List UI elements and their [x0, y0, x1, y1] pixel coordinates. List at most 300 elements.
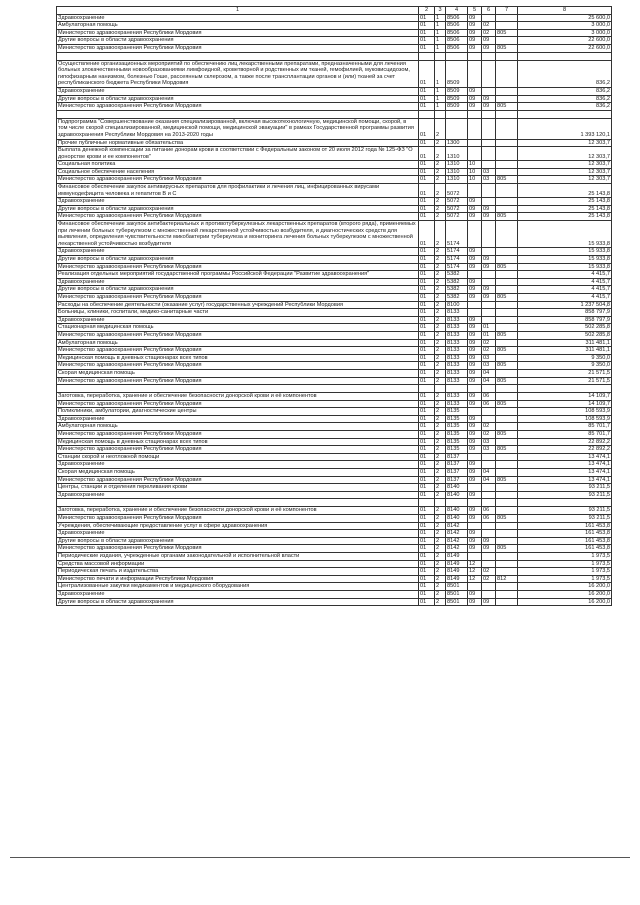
table-row — [57, 431, 612, 439]
chapter-cell: 10 — [468, 161, 482, 169]
item-name-cell: Стационарная медицинская помощь — [57, 324, 419, 332]
item-name-cell — [57, 110, 419, 118]
amount-cell: 3 000,0 — [518, 29, 612, 37]
section-cell: 01 — [419, 568, 435, 576]
ministry-cell — [496, 147, 518, 161]
section-cell: 01 — [419, 256, 435, 264]
subsection-cell: 1 — [435, 37, 446, 45]
target-item-cell: 8135 — [446, 446, 468, 454]
target-item-cell: 5382 — [446, 278, 468, 286]
item-name-cell — [57, 52, 419, 60]
table-row — [57, 476, 612, 484]
item-name-cell: Заготовка, переработка, хранение и обеспечение безопасности донорской крови и её компонентов — [57, 393, 419, 401]
item-name-cell: Амбулаторная помощь — [57, 22, 419, 30]
ministry-cell — [496, 408, 518, 416]
amount-cell: 13 474,1 — [518, 469, 612, 477]
subchapter-cell: 02 — [482, 568, 496, 576]
chapter-cell: 09 — [468, 476, 482, 484]
chapter-cell — [468, 301, 482, 309]
chapter-cell — [468, 499, 482, 507]
subsection-cell: 2 — [435, 484, 446, 492]
subchapter-cell: 03 — [482, 362, 496, 370]
table-row — [57, 87, 612, 95]
amount-cell: 16 200,0 — [518, 590, 612, 598]
chapter-cell — [468, 139, 482, 147]
target-item-cell: 8142 — [446, 530, 468, 538]
subchapter-cell: 04 — [482, 469, 496, 477]
subchapter-cell — [482, 221, 496, 248]
chapter-cell: 09 — [468, 331, 482, 339]
subchapter-cell — [482, 583, 496, 591]
item-name-cell: Здравоохранение — [57, 461, 419, 469]
chapter-cell — [468, 583, 482, 591]
ministry-cell — [496, 590, 518, 598]
subsection-cell: 2 — [435, 423, 446, 431]
subsection-cell: 2 — [435, 446, 446, 454]
ministry-cell: 805 — [496, 347, 518, 355]
subchapter-cell — [482, 271, 496, 279]
chapter-cell: 12 — [468, 575, 482, 583]
amount-cell: 25 143,8 — [518, 198, 612, 206]
table-row — [57, 469, 612, 477]
section-cell: 01 — [419, 575, 435, 583]
target-item-cell: 8133 — [446, 339, 468, 347]
section-cell: 01 — [419, 537, 435, 545]
subsection-cell: 2 — [435, 530, 446, 538]
ministry-cell — [496, 22, 518, 30]
header-cell: 4 — [446, 7, 468, 15]
target-item-cell: 8501 — [446, 583, 468, 591]
target-item-cell: 5072 — [446, 213, 468, 221]
chapter-cell: 09 — [468, 22, 482, 30]
subchapter-cell: 02 — [482, 423, 496, 431]
table-row — [57, 369, 612, 377]
subsection-cell: 2 — [435, 575, 446, 583]
target-item-cell: 8140 — [446, 507, 468, 515]
subsection-cell: 2 — [435, 331, 446, 339]
table-row — [57, 537, 612, 545]
chapter-cell: 09 — [468, 545, 482, 553]
subsection-cell: 2 — [435, 415, 446, 423]
ministry-cell: 805 — [496, 293, 518, 301]
subchapter-cell — [482, 385, 496, 393]
item-name-cell: Центры, станции и отделения переливания крови — [57, 484, 419, 492]
item-name-cell: Здравоохранение — [57, 198, 419, 206]
item-name-cell: Другие вопросы в области здравоохранения — [57, 286, 419, 294]
table-row — [57, 453, 612, 461]
chapter-cell — [468, 309, 482, 317]
table-row — [57, 118, 612, 139]
target-item-cell: 8133 — [446, 324, 468, 332]
ministry-cell — [496, 60, 518, 87]
target-item-cell — [446, 118, 468, 139]
table-row — [57, 515, 612, 523]
subchapter-cell: 09 — [482, 263, 496, 271]
item-name-cell: Медицинская помощь в дневных стационарах всех типов — [57, 354, 419, 362]
amount-cell: 12 303,7 — [518, 161, 612, 169]
target-item-cell: 1300 — [446, 139, 468, 147]
item-name-cell: Медицинская помощь в дневных стационарах всех типов — [57, 438, 419, 446]
chapter-cell — [468, 453, 482, 461]
section-cell — [419, 499, 435, 507]
amount-cell: 4 415,7 — [518, 293, 612, 301]
ministry-cell: 805 — [496, 476, 518, 484]
amount-cell: 16 200,0 — [518, 598, 612, 606]
table-row — [57, 198, 612, 206]
chapter-cell: 09 — [468, 400, 482, 408]
amount-cell: 93 211,5 — [518, 515, 612, 523]
target-item-cell — [446, 385, 468, 393]
item-name-cell: Амбулаторная помощь — [57, 423, 419, 431]
ministry-cell — [496, 339, 518, 347]
ministry-cell — [496, 484, 518, 492]
target-item-cell: 8133 — [446, 354, 468, 362]
section-cell: 01 — [419, 29, 435, 37]
subsection-cell: 2 — [435, 354, 446, 362]
subchapter-cell: 02 — [482, 347, 496, 355]
ministry-cell: 805 — [496, 44, 518, 52]
subsection-cell: 2 — [435, 347, 446, 355]
subsection-cell: 2 — [435, 118, 446, 139]
amount-cell: 161 453,8 — [518, 530, 612, 538]
section-cell — [419, 385, 435, 393]
subchapter-cell: 06 — [482, 515, 496, 523]
subsection-cell: 2 — [435, 598, 446, 606]
subchapter-cell: 09 — [482, 213, 496, 221]
section-cell: 01 — [419, 60, 435, 87]
item-name-cell: Здравоохранение — [57, 278, 419, 286]
header-cell: 1 — [57, 7, 419, 15]
table-row — [57, 221, 612, 248]
subsection-cell: 2 — [435, 515, 446, 523]
target-item-cell: 8506 — [446, 22, 468, 30]
ministry-cell — [496, 221, 518, 248]
subsection-cell: 2 — [435, 552, 446, 560]
subsection-cell: 1 — [435, 103, 446, 111]
table-row — [57, 568, 612, 576]
amount-cell: 4 415,7 — [518, 271, 612, 279]
table-row — [57, 103, 612, 111]
target-item-cell: 8149 — [446, 568, 468, 576]
item-name-cell: Поликлиники, амбулатории, диагностические центры — [57, 408, 419, 416]
amount-cell: 836,2 — [518, 87, 612, 95]
table-row — [57, 575, 612, 583]
budget-table — [56, 6, 612, 606]
page-bottom-rule — [10, 857, 630, 858]
table-row — [57, 147, 612, 161]
item-name-cell: Социальное обеспечение населения — [57, 168, 419, 176]
subchapter-cell: 06 — [482, 393, 496, 401]
target-item-cell: 5174 — [446, 248, 468, 256]
amount-cell: 1 393 120,1 — [518, 118, 612, 139]
subchapter-cell — [482, 139, 496, 147]
subsection-cell: 2 — [435, 309, 446, 317]
section-cell: 01 — [419, 271, 435, 279]
table-row — [57, 484, 612, 492]
amount-cell — [518, 385, 612, 393]
target-item-cell: 8135 — [446, 423, 468, 431]
subchapter-cell — [482, 453, 496, 461]
chapter-cell — [468, 552, 482, 560]
item-name-cell: Периодические издания, учрежденные органами законодательной и исполнительной власти — [57, 552, 419, 560]
subchapter-cell: 03 — [482, 354, 496, 362]
subchapter-cell — [482, 408, 496, 416]
section-cell: 01 — [419, 339, 435, 347]
item-name-cell: Амбулаторная помощь — [57, 339, 419, 347]
target-item-cell: 8142 — [446, 522, 468, 530]
table-row — [57, 354, 612, 362]
target-item-cell: 8133 — [446, 347, 468, 355]
table-row — [57, 29, 612, 37]
subchapter-cell: 02 — [482, 575, 496, 583]
table-row — [57, 560, 612, 568]
item-name-cell: Министерство здравоохранения Республики Мордовия — [57, 213, 419, 221]
target-item-cell: 8133 — [446, 362, 468, 370]
section-cell: 01 — [419, 362, 435, 370]
section-cell: 01 — [419, 354, 435, 362]
ministry-cell — [496, 560, 518, 568]
ministry-cell — [496, 198, 518, 206]
section-cell: 01 — [419, 198, 435, 206]
section-cell: 01 — [419, 469, 435, 477]
chapter-cell: 09 — [468, 293, 482, 301]
chapter-cell: 09 — [468, 29, 482, 37]
section-cell: 01 — [419, 44, 435, 52]
subchapter-cell: 09 — [482, 205, 496, 213]
amount-cell: 15 933,8 — [518, 256, 612, 264]
ministry-cell — [496, 469, 518, 477]
target-item-cell: 8149 — [446, 560, 468, 568]
amount-cell: 502 285,8 — [518, 331, 612, 339]
table-row — [57, 530, 612, 538]
chapter-cell: 09 — [468, 205, 482, 213]
section-cell — [419, 52, 435, 60]
target-item-cell: 5072 — [446, 184, 468, 198]
section-cell: 01 — [419, 369, 435, 377]
chapter-cell: 09 — [468, 362, 482, 370]
subchapter-cell — [482, 552, 496, 560]
item-name-cell: Другие вопросы в области здравоохранения — [57, 95, 419, 103]
subchapter-cell: 04 — [482, 369, 496, 377]
chapter-cell: 09 — [468, 248, 482, 256]
chapter-cell — [468, 221, 482, 248]
item-name-cell: Социальная политика — [57, 161, 419, 169]
item-name-cell: Выплата денежной компенсации за питание донорам крови в соответствии с Федеральным законом от 20 июля 2012 года № 125-ФЗ "О донорстве крови и ее компонентов" — [57, 147, 419, 161]
subsection-cell: 2 — [435, 256, 446, 264]
item-name-cell: Министерство здравоохранения Республики Мордовия — [57, 377, 419, 385]
chapter-cell — [468, 52, 482, 60]
table-row — [57, 213, 612, 221]
target-item-cell: 8506 — [446, 37, 468, 45]
table-row — [57, 446, 612, 454]
chapter-cell: 09 — [468, 537, 482, 545]
chapter-cell: 09 — [468, 339, 482, 347]
target-item-cell: 1310 — [446, 147, 468, 161]
table-row — [57, 491, 612, 499]
item-name-cell: Больницы, клиники, госпитали, медико-санитарные части — [57, 309, 419, 317]
table-row — [57, 507, 612, 515]
amount-cell: 836,2 — [518, 95, 612, 103]
header-cell: 3 — [435, 7, 446, 15]
item-name-cell: Министерство здравоохранения Республики Мордовия — [57, 293, 419, 301]
item-name-cell: Централизованные закупки медикаментов и медицинского оборудования — [57, 583, 419, 591]
section-cell: 01 — [419, 221, 435, 248]
target-item-cell: 8133 — [446, 309, 468, 317]
table-row — [57, 248, 612, 256]
amount-cell: 25 143,8 — [518, 205, 612, 213]
table-row — [57, 415, 612, 423]
section-cell: 01 — [419, 431, 435, 439]
subsection-cell: 1 — [435, 22, 446, 30]
chapter-cell: 09 — [468, 354, 482, 362]
ministry-cell: 805 — [496, 331, 518, 339]
section-cell: 01 — [419, 393, 435, 401]
target-item-cell: 8137 — [446, 461, 468, 469]
chapter-cell: 09 — [468, 507, 482, 515]
section-cell: 01 — [419, 552, 435, 560]
subsection-cell: 2 — [435, 400, 446, 408]
target-item-cell: 1310 — [446, 161, 468, 169]
item-name-cell: Заготовка, переработка, хранение и обеспечение безопасности донорской крови и её компонентов — [57, 507, 419, 515]
ministry-cell: 805 — [496, 431, 518, 439]
amount-cell: 14 109,7 — [518, 400, 612, 408]
chapter-cell: 09 — [468, 263, 482, 271]
item-name-cell: Станции скорой и неотложной помощи — [57, 453, 419, 461]
item-name-cell — [57, 499, 419, 507]
item-name-cell: Министерство здравоохранения Республики Мордовия — [57, 400, 419, 408]
target-item-cell: 8133 — [446, 393, 468, 401]
subchapter-cell — [482, 491, 496, 499]
target-item-cell: 8133 — [446, 400, 468, 408]
amount-cell: 858 797,9 — [518, 316, 612, 324]
subsection-cell — [435, 385, 446, 393]
target-item-cell: 8140 — [446, 484, 468, 492]
subchapter-cell — [482, 530, 496, 538]
subsection-cell: 1 — [435, 60, 446, 87]
table-row — [57, 205, 612, 213]
subchapter-cell: 09 — [482, 95, 496, 103]
section-cell: 01 — [419, 484, 435, 492]
table-row — [57, 286, 612, 294]
amount-cell: 4 415,7 — [518, 278, 612, 286]
subsection-cell: 2 — [435, 507, 446, 515]
section-cell: 01 — [419, 347, 435, 355]
amount-cell: 21 571,5 — [518, 377, 612, 385]
table-row — [57, 400, 612, 408]
ministry-cell — [496, 598, 518, 606]
subsection-cell: 2 — [435, 168, 446, 176]
chapter-cell — [468, 522, 482, 530]
chapter-cell: 09 — [468, 438, 482, 446]
item-name-cell: Здравоохранение — [57, 248, 419, 256]
ministry-cell: 805 — [496, 263, 518, 271]
subchapter-cell — [482, 248, 496, 256]
spacer-row — [57, 52, 612, 60]
item-name-cell: Министерство здравоохранения Республики Мордовия — [57, 362, 419, 370]
subchapter-cell — [482, 60, 496, 87]
item-name-cell: Расходы на обеспечение деятельности (оказание услуг) государственных учреждений Республики Мордовия — [57, 301, 419, 309]
chapter-cell: 09 — [468, 256, 482, 264]
subchapter-cell — [482, 560, 496, 568]
section-cell: 01 — [419, 87, 435, 95]
ministry-cell — [496, 256, 518, 264]
chapter-cell: 12 — [468, 560, 482, 568]
chapter-cell — [468, 408, 482, 416]
section-cell: 01 — [419, 248, 435, 256]
section-cell: 01 — [419, 598, 435, 606]
ministry-cell — [496, 369, 518, 377]
ministry-cell: 805 — [496, 103, 518, 111]
table-row — [57, 347, 612, 355]
item-name-cell: Здравоохранение — [57, 530, 419, 538]
amount-cell: 85 701,7 — [518, 431, 612, 439]
target-item-cell: 8509 — [446, 60, 468, 87]
ministry-cell — [496, 354, 518, 362]
table-row — [57, 309, 612, 317]
ministry-cell: 812 — [496, 575, 518, 583]
subsection-cell: 2 — [435, 476, 446, 484]
target-item-cell: 8135 — [446, 438, 468, 446]
item-name-cell: Скорая медицинская помощь — [57, 469, 419, 477]
section-cell: 01 — [419, 507, 435, 515]
section-cell: 01 — [419, 278, 435, 286]
subsection-cell: 2 — [435, 408, 446, 416]
item-name-cell — [57, 385, 419, 393]
chapter-cell: 09 — [468, 431, 482, 439]
section-cell: 01 — [419, 583, 435, 591]
chapter-cell — [468, 184, 482, 198]
subchapter-cell: 02 — [482, 431, 496, 439]
item-name-cell: Министерство здравоохранения Республики Мордовия — [57, 476, 419, 484]
ministry-cell — [496, 491, 518, 499]
target-item-cell: 8140 — [446, 515, 468, 523]
ministry-cell — [496, 205, 518, 213]
table-row — [57, 14, 612, 22]
chapter-cell: 09 — [468, 316, 482, 324]
subsection-cell: 2 — [435, 393, 446, 401]
ministry-cell — [496, 507, 518, 515]
amount-cell: 22 892,2 — [518, 446, 612, 454]
amount-cell: 108 593,9 — [518, 415, 612, 423]
ministry-cell — [496, 552, 518, 560]
section-cell: 01 — [419, 491, 435, 499]
item-name-cell: Министерство здравоохранения Республики Мордовия — [57, 103, 419, 111]
item-name-cell: Министерство здравоохранения Республики Мордовия — [57, 431, 419, 439]
subchapter-cell: 09 — [482, 44, 496, 52]
ministry-cell — [496, 110, 518, 118]
target-item-cell: 8137 — [446, 476, 468, 484]
subchapter-cell: 09 — [482, 293, 496, 301]
item-name-cell: Министерство здравоохранения Республики Мордовия — [57, 446, 419, 454]
subchapter-cell — [482, 301, 496, 309]
subsection-cell: 1 — [435, 95, 446, 103]
subchapter-cell — [482, 461, 496, 469]
table-row — [57, 44, 612, 52]
subsection-cell: 2 — [435, 248, 446, 256]
subsection-cell: 2 — [435, 438, 446, 446]
amount-cell: 14 109,7 — [518, 393, 612, 401]
table-row — [57, 301, 612, 309]
table-header-row — [57, 7, 612, 15]
chapter-cell — [468, 271, 482, 279]
table-row — [57, 461, 612, 469]
amount-cell: 25 143,8 — [518, 184, 612, 198]
subsection-cell: 2 — [435, 545, 446, 553]
table-row — [57, 423, 612, 431]
chapter-cell: 09 — [468, 369, 482, 377]
amount-cell: 1 973,5 — [518, 560, 612, 568]
section-cell: 01 — [419, 331, 435, 339]
